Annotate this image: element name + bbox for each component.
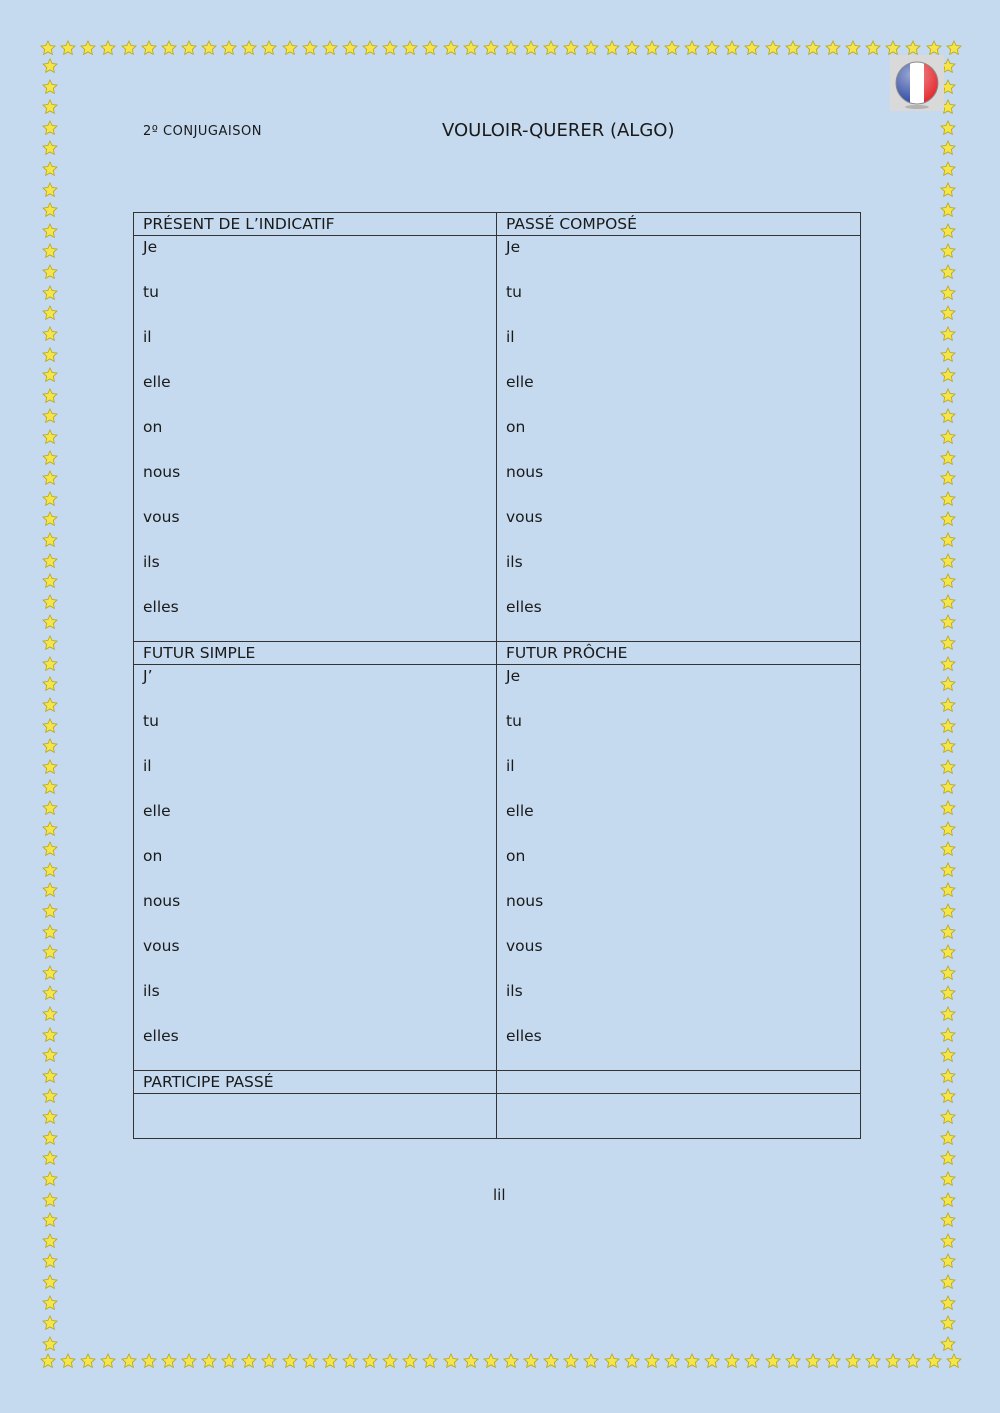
star-icon <box>724 40 740 56</box>
star-icon <box>342 1353 358 1369</box>
star-icon <box>42 347 58 363</box>
pronoun: nous <box>143 463 181 481</box>
star-icon <box>181 40 197 56</box>
star-icon <box>940 1274 956 1290</box>
star-icon <box>885 1353 901 1369</box>
star-icon <box>42 594 58 610</box>
star-icon <box>940 511 956 527</box>
pronoun: nous <box>506 463 544 481</box>
star-icon <box>42 1171 58 1187</box>
star-icon <box>940 594 956 610</box>
star-icon <box>940 656 956 672</box>
star-icon <box>664 40 680 56</box>
star-icon <box>121 40 137 56</box>
star-icon <box>940 1315 956 1331</box>
star-icon <box>644 40 660 56</box>
star-icon <box>42 161 58 177</box>
star-icon <box>940 223 956 239</box>
star-icon <box>42 1047 58 1063</box>
star-icon <box>940 491 956 507</box>
star-icon <box>221 1353 237 1369</box>
star-icon <box>60 40 76 56</box>
star-icon <box>42 821 58 837</box>
star-icon <box>42 656 58 672</box>
star-icon <box>42 779 58 795</box>
footer-text: lil <box>493 1186 506 1204</box>
star-icon <box>42 553 58 569</box>
participe-passe-cell[interactable] <box>134 1094 497 1139</box>
pronoun: ils <box>143 982 160 1000</box>
star-icon <box>302 1353 318 1369</box>
star-icon <box>60 1353 76 1369</box>
star-icon <box>940 553 956 569</box>
star-icon <box>40 40 56 56</box>
star-icon <box>42 140 58 156</box>
star-icon <box>940 862 956 878</box>
star-icon <box>42 408 58 424</box>
star-icon <box>42 1253 58 1269</box>
star-icon <box>926 1353 942 1369</box>
star-icon <box>563 1353 579 1369</box>
star-icon <box>825 40 841 56</box>
star-icon <box>463 40 479 56</box>
star-icon <box>402 40 418 56</box>
star-icon <box>40 1353 56 1369</box>
star-icon <box>42 491 58 507</box>
star-icon <box>42 738 58 754</box>
star-icon <box>940 738 956 754</box>
pronoun: elles <box>506 598 542 616</box>
star-icon <box>42 243 58 259</box>
star-icon <box>42 862 58 878</box>
star-icon <box>704 1353 720 1369</box>
star-icon <box>940 821 956 837</box>
star-icon <box>261 40 277 56</box>
pronoun: vous <box>506 508 543 526</box>
star-icon <box>940 285 956 301</box>
star-icon <box>382 1353 398 1369</box>
star-icon <box>42 944 58 960</box>
star-icon <box>664 1353 680 1369</box>
futur-simple-header: FUTUR SIMPLE <box>134 642 497 665</box>
star-icon <box>42 120 58 136</box>
star-icon <box>42 1150 58 1166</box>
pronoun: elles <box>143 598 179 616</box>
star-icon <box>483 40 499 56</box>
star-icon <box>42 264 58 280</box>
star-icon <box>42 1027 58 1043</box>
star-icon <box>80 1353 96 1369</box>
star-icon <box>42 573 58 589</box>
star-icon <box>42 635 58 651</box>
star-icon <box>940 635 956 651</box>
star-icon <box>624 1353 640 1369</box>
star-icon <box>523 40 539 56</box>
star-icon <box>42 79 58 95</box>
futur-simple-cell[interactable] <box>134 665 497 1071</box>
star-icon <box>422 1353 438 1369</box>
star-border-left <box>40 58 60 1352</box>
star-icon <box>141 1353 157 1369</box>
star-icon <box>42 58 58 74</box>
star-icon <box>724 1353 740 1369</box>
star-icon <box>42 1233 58 1249</box>
star-icon <box>42 1336 58 1352</box>
france-flag-icon <box>890 55 944 111</box>
pronoun: elle <box>143 802 171 820</box>
star-icon <box>940 532 956 548</box>
star-icon <box>865 1353 881 1369</box>
pronoun: Je <box>143 238 158 256</box>
star-icon <box>42 285 58 301</box>
star-icon <box>940 1253 956 1269</box>
pronoun: on <box>506 847 526 865</box>
star-icon <box>362 1353 378 1369</box>
star-border-right <box>938 58 958 1352</box>
star-icon <box>940 1150 956 1166</box>
star-icon <box>503 40 519 56</box>
star-icon <box>940 779 956 795</box>
star-icon <box>583 40 599 56</box>
star-icon <box>443 1353 459 1369</box>
star-icon <box>940 1109 956 1125</box>
pronoun: il <box>143 328 152 346</box>
star-icon <box>940 800 956 816</box>
star-icon <box>221 40 237 56</box>
star-icon <box>42 882 58 898</box>
star-icon <box>161 1353 177 1369</box>
star-icon <box>42 223 58 239</box>
star-icon <box>42 182 58 198</box>
star-icon <box>785 1353 801 1369</box>
conjugation-table <box>133 212 861 1139</box>
pronoun: tu <box>143 283 159 301</box>
star-icon <box>940 841 956 857</box>
star-icon <box>201 40 217 56</box>
pronoun: on <box>143 847 163 865</box>
star-icon <box>523 1353 539 1369</box>
star-icon <box>940 944 956 960</box>
present-cell[interactable] <box>134 236 497 642</box>
pronoun: vous <box>143 937 180 955</box>
star-icon <box>926 40 942 56</box>
star-icon <box>940 202 956 218</box>
page-title: VOULOIR-QUERER (ALGO) <box>442 120 675 141</box>
pronoun: nous <box>506 892 544 910</box>
star-icon <box>42 367 58 383</box>
pronoun: ils <box>506 982 523 1000</box>
star-icon <box>443 40 459 56</box>
star-icon <box>42 1130 58 1146</box>
star-icon <box>940 1068 956 1084</box>
star-icon <box>940 1006 956 1022</box>
star-icon <box>463 1353 479 1369</box>
star-icon <box>940 450 956 466</box>
star-icon <box>42 1192 58 1208</box>
star-icon <box>382 40 398 56</box>
star-icon <box>940 1212 956 1228</box>
star-icon <box>42 903 58 919</box>
pronoun: tu <box>506 712 522 730</box>
pronoun: Je <box>506 238 521 256</box>
star-icon <box>42 1068 58 1084</box>
pronoun: ils <box>143 553 160 571</box>
star-icon <box>940 1130 956 1146</box>
star-icon <box>940 388 956 404</box>
star-icon <box>940 1088 956 1104</box>
star-icon <box>362 40 378 56</box>
star-icon <box>845 40 861 56</box>
star-icon <box>121 1353 137 1369</box>
star-icon <box>42 924 58 940</box>
star-icon <box>940 367 956 383</box>
star-icon <box>684 40 700 56</box>
pronoun: tu <box>506 283 522 301</box>
star-icon <box>805 40 821 56</box>
pronoun: elle <box>506 373 534 391</box>
star-icon <box>543 1353 559 1369</box>
star-icon <box>940 1047 956 1063</box>
star-icon <box>604 40 620 56</box>
star-icon <box>940 1233 956 1249</box>
participe-passe-cell-empty[interactable] <box>497 1094 861 1139</box>
futur-proche-header: FUTUR PRÔCHE <box>497 642 861 665</box>
star-icon <box>42 99 58 115</box>
star-icon <box>42 965 58 981</box>
star-icon <box>161 40 177 56</box>
star-icon <box>940 614 956 630</box>
star-icon <box>940 429 956 445</box>
star-icon <box>201 1353 217 1369</box>
star-icon <box>744 1353 760 1369</box>
star-icon <box>604 1353 620 1369</box>
pronoun: on <box>143 418 163 436</box>
star-icon <box>282 1353 298 1369</box>
star-icon <box>42 1315 58 1331</box>
star-icon <box>940 676 956 692</box>
star-icon <box>402 1353 418 1369</box>
star-icon <box>42 450 58 466</box>
star-icon <box>940 697 956 713</box>
star-icon <box>940 243 956 259</box>
participe-passe-header: PARTICIPE PASSÉ <box>134 1071 497 1094</box>
star-icon <box>744 40 760 56</box>
star-icon <box>100 1353 116 1369</box>
star-icon <box>42 1088 58 1104</box>
passe-compose-header: PASSÉ COMPOSÉ <box>497 213 861 236</box>
passe-compose-cell[interactable] <box>497 236 861 642</box>
pronoun: Je <box>506 667 521 685</box>
star-icon <box>940 182 956 198</box>
star-icon <box>905 1353 921 1369</box>
pronoun: elle <box>506 802 534 820</box>
star-icon <box>624 40 640 56</box>
star-icon <box>946 40 962 56</box>
star-icon <box>940 965 956 981</box>
pronoun: on <box>506 418 526 436</box>
star-icon <box>80 40 96 56</box>
star-icon <box>342 40 358 56</box>
star-icon <box>42 429 58 445</box>
star-icon <box>42 532 58 548</box>
star-icon <box>940 1171 956 1187</box>
star-border-bottom <box>40 1351 962 1371</box>
star-icon <box>42 676 58 692</box>
star-icon <box>946 1353 962 1369</box>
star-icon <box>825 1353 841 1369</box>
star-icon <box>940 120 956 136</box>
star-icon <box>845 1353 861 1369</box>
pronoun: J’ <box>143 667 153 685</box>
star-icon <box>42 511 58 527</box>
star-icon <box>42 1295 58 1311</box>
star-icon <box>503 1353 519 1369</box>
pronoun: ils <box>506 553 523 571</box>
star-icon <box>940 985 956 1001</box>
star-icon <box>322 1353 338 1369</box>
star-icon <box>865 40 881 56</box>
pronoun: tu <box>143 712 159 730</box>
star-icon <box>42 470 58 486</box>
pronoun: il <box>506 757 515 775</box>
pronoun: elle <box>143 373 171 391</box>
pronoun: elles <box>143 1027 179 1045</box>
star-icon <box>940 882 956 898</box>
star-icon <box>940 347 956 363</box>
star-icon <box>42 1212 58 1228</box>
present-header: PRÉSENT DE L’INDICATIF <box>134 213 497 236</box>
star-icon <box>785 40 801 56</box>
star-icon <box>322 40 338 56</box>
star-icon <box>940 326 956 342</box>
star-icon <box>940 759 956 775</box>
star-icon <box>940 1027 956 1043</box>
pronoun: vous <box>506 937 543 955</box>
star-icon <box>42 1006 58 1022</box>
star-icon <box>302 40 318 56</box>
star-icon <box>42 985 58 1001</box>
star-icon <box>181 1353 197 1369</box>
star-border-top <box>40 38 962 58</box>
pronoun: il <box>143 757 152 775</box>
pronoun: elles <box>506 1027 542 1045</box>
star-icon <box>940 264 956 280</box>
pronoun: nous <box>143 892 181 910</box>
star-icon <box>42 202 58 218</box>
star-icon <box>940 140 956 156</box>
star-icon <box>261 1353 277 1369</box>
star-icon <box>543 40 559 56</box>
star-icon <box>940 408 956 424</box>
star-icon <box>905 40 921 56</box>
star-icon <box>241 1353 257 1369</box>
star-icon <box>42 759 58 775</box>
star-icon <box>563 40 579 56</box>
star-icon <box>42 1274 58 1290</box>
star-icon <box>684 1353 700 1369</box>
star-icon <box>885 40 901 56</box>
star-icon <box>42 841 58 857</box>
star-icon <box>940 1295 956 1311</box>
star-icon <box>940 903 956 919</box>
star-icon <box>42 1109 58 1125</box>
futur-proche-cell[interactable] <box>497 665 861 1071</box>
star-icon <box>940 470 956 486</box>
star-icon <box>42 800 58 816</box>
star-icon <box>42 305 58 321</box>
star-icon <box>940 718 956 734</box>
star-icon <box>282 40 298 56</box>
star-icon <box>42 614 58 630</box>
pronoun: il <box>506 328 515 346</box>
star-icon <box>422 40 438 56</box>
star-icon <box>42 697 58 713</box>
star-icon <box>940 573 956 589</box>
star-icon <box>940 1336 956 1352</box>
star-icon <box>583 1353 599 1369</box>
star-icon <box>100 40 116 56</box>
star-icon <box>644 1353 660 1369</box>
star-icon <box>141 40 157 56</box>
participe-passe-header-empty <box>497 1071 861 1094</box>
star-icon <box>805 1353 821 1369</box>
star-icon <box>704 40 720 56</box>
star-icon <box>765 1353 781 1369</box>
star-icon <box>42 718 58 734</box>
star-icon <box>42 388 58 404</box>
star-icon <box>483 1353 499 1369</box>
star-icon <box>241 40 257 56</box>
star-icon <box>765 40 781 56</box>
star-icon <box>940 305 956 321</box>
page-subtitle: 2º CONJUGAISON <box>143 124 262 139</box>
pronoun: vous <box>143 508 180 526</box>
star-icon <box>42 326 58 342</box>
star-icon <box>940 161 956 177</box>
star-icon <box>940 1192 956 1208</box>
star-icon <box>940 924 956 940</box>
